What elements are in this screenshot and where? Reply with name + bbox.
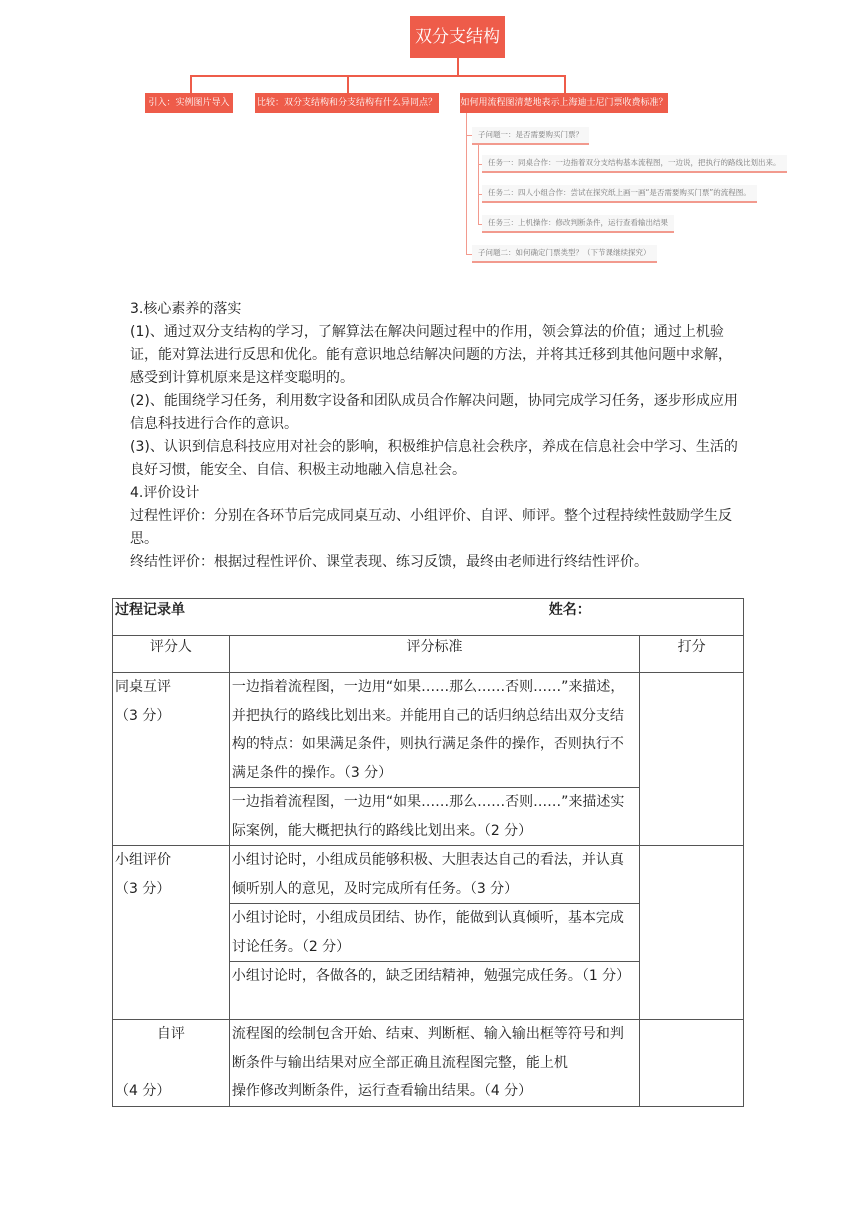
mindmap-branch: 如何用流程图清楚地表示上海迪士尼门票收费标准？	[460, 93, 668, 113]
rater-cell	[113, 673, 230, 846]
name-label: 姓名：	[548, 602, 591, 618]
criteria-cell: 一边指着流程图，一边用“如果……那么……否则……”来描述实际案例，能大概把执行的路线比划出来。（2 分）	[229, 788, 639, 846]
section-heading: 4.评价设计	[130, 485, 200, 501]
body-text	[130, 298, 740, 574]
table-header-row	[113, 636, 744, 673]
paragraph: 终结性评价：根据过程性评价、课堂表现、练习反馈，最终由老师进行终结性评价。	[130, 554, 648, 570]
rater-label: 自评	[113, 1020, 230, 1078]
rater-points: （3 分）	[115, 707, 171, 724]
process-record-table	[112, 598, 744, 1107]
table-row	[113, 1020, 744, 1078]
rater-label: 小组评价	[115, 852, 171, 868]
mindmap-subtopic: 任务三：上机操作：修改判断条件，运行查看输出结果	[482, 215, 674, 233]
mindmap-subtopic: 子问题一：是否需要购买门票？	[472, 127, 589, 145]
rater-label: 同桌互评	[115, 679, 171, 695]
criteria-cell: 小组讨论时，小组成员能够积极、大胆表达自己的看法，并认真倾听别人的意见，及时完成所有任务。（3 分）	[229, 846, 639, 904]
paragraph: 过程性评价：分别在各环节后完成同桌互动、小组评价、自评、师评。整个过程持续性鼓励学生反思。	[130, 508, 732, 547]
header-criteria: 评分标准	[229, 636, 639, 673]
table-row	[113, 846, 744, 904]
mind-map-figure	[0, 0, 860, 270]
mindmap-subtopic: 任务二：四人小组合作：尝试在探究纸上画一画“是否需要购买门票”的流程图。	[482, 185, 757, 203]
section-heading: 3.核心素养的落实	[130, 301, 242, 317]
mindmap-connector	[478, 143, 479, 225]
score-cell[interactable]	[640, 1020, 744, 1107]
score-cell[interactable]	[640, 673, 744, 846]
criteria-cell: 一边指着流程图，一边用“如果……那么……否则……”来描述，并把执行的路线比划出来。并能用自己的话归纳总结出双分支结构的特点：如果满足条件，则执行满足条件的操作，否则执行不满足条件的操作。（3 分）	[229, 673, 639, 788]
mindmap-connector	[564, 75, 566, 93]
mindmap-connector	[457, 58, 459, 76]
header-score: 打分	[640, 636, 744, 673]
criteria-cell: 小组讨论时，小组成员团结、协作，能做到认真倾听，基本完成讨论任务。（2 分）	[229, 904, 639, 962]
mindmap-connector	[347, 75, 349, 93]
criteria-cell: 操作修改判断条件，运行查看输出结果。（4 分）	[229, 1077, 639, 1106]
paragraph: (3)、认识到信息科技应用对社会的影响，积极维护信息社会秩序，养成在信息社会中学习、生活的良好习惯，能安全、自信、积极主动地融入信息社会。	[130, 439, 738, 478]
mindmap-branch: 比较：双分支结构和分支结构有什么异同点？	[255, 93, 439, 113]
table-title-row	[113, 599, 744, 636]
mindmap-connector	[190, 75, 566, 77]
paragraph: (2)、能围绕学习任务，利用数字设备和团队成员合作解决问题，协同完成学习任务，逐步形成应用信息科技进行合作的意识。	[130, 393, 738, 432]
score-cell[interactable]	[640, 846, 744, 1020]
mindmap-subtopic: 任务一：同桌合作：一边指着双分支结构基本流程图，一边说，把执行的路线比划出来。	[482, 155, 787, 173]
rater-cell	[113, 846, 230, 1020]
table-row	[113, 673, 744, 788]
table-title: 过程记录单	[115, 602, 185, 618]
mindmap-branch: 引入：实例图片导入	[145, 93, 233, 113]
mindmap-connector	[190, 75, 192, 93]
header-rater: 评分人	[113, 636, 230, 673]
criteria-cell: 小组讨论时，各做各的，缺乏团结精神，勉强完成任务。（1 分）	[229, 962, 639, 1020]
mindmap-root: 双分支结构	[410, 16, 505, 58]
criteria-cell: 流程图的绘制包含开始、结束、判断框、输入输出框等符号和判断条件与输出结果对应全部正确且流程图完整，能上机	[229, 1020, 639, 1078]
paragraph: (1)、通过双分支结构的学习，了解算法在解决问题过程中的作用，领会算法的价值；通过上机验证，能对算法进行反思和优化。能有意识地总结解决问题的方法，并将其迁移到其他问题中求解，感受到计算机原来是这样变聪明的。	[130, 324, 732, 386]
rater-points: （4 分）	[113, 1077, 230, 1106]
mindmap-subtopic: 子问题二：如何确定门票类型？（下节课继续探究）	[472, 245, 657, 263]
rater-points: （3 分）	[115, 880, 171, 897]
